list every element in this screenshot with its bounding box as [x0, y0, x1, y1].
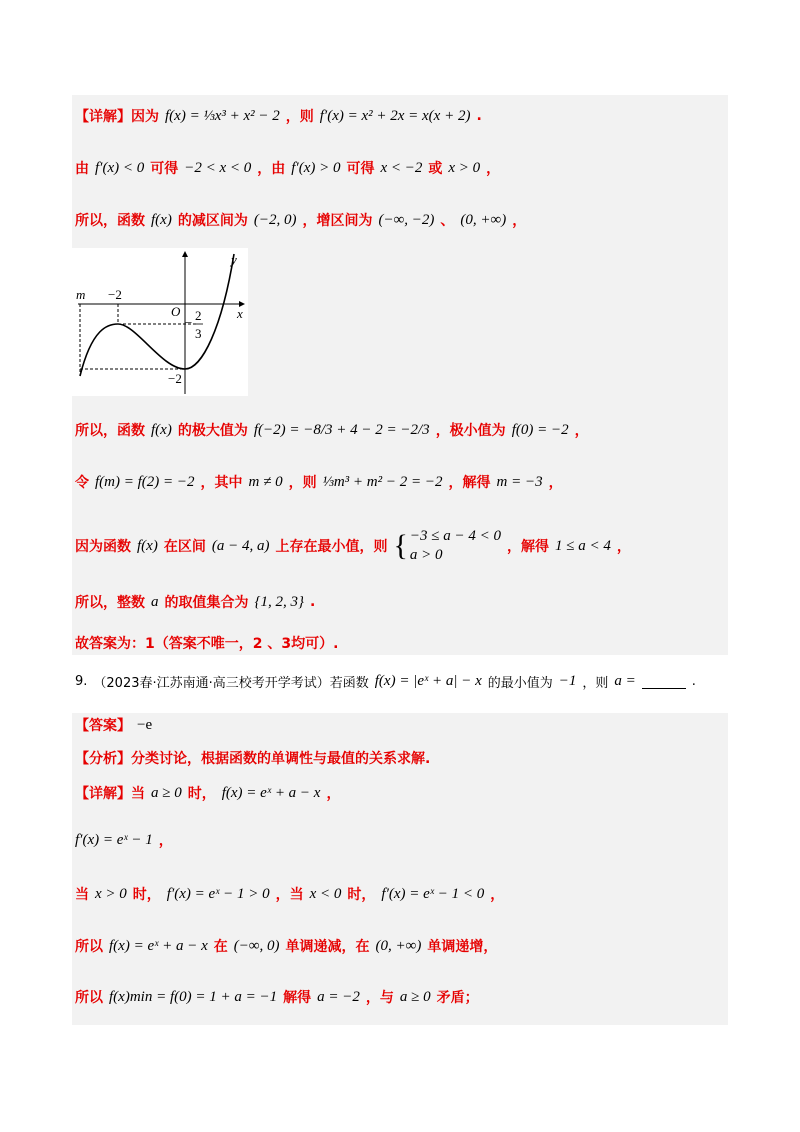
text: 上存在最小值，则 [275, 539, 388, 555]
text: 时， [187, 786, 216, 802]
function-graph [72, 248, 248, 396]
text: 所以，函数 [75, 213, 145, 229]
math: (0, +∞) [375, 937, 422, 954]
function-def: f(x) = ⅓x³ + x² − 2 [165, 107, 280, 124]
math: a > 0 [409, 547, 443, 563]
detail-line-5 [75, 987, 479, 1007]
math: m = −3 [496, 473, 543, 490]
text: 所以，整数 [75, 595, 145, 611]
math: x > 0 [448, 159, 481, 176]
math: f(0) = −2 [511, 421, 569, 438]
math: −2 < x < 0 [184, 159, 252, 176]
math: f(x)min = f(0) = 1 + a = −1 [109, 988, 278, 1005]
text: ，与 [365, 990, 394, 1006]
text: . [691, 674, 696, 689]
final-answer-line [75, 633, 338, 653]
text: 可得 [150, 161, 179, 177]
solution-line-2 [75, 158, 500, 178]
text: 故答案为：1（答案不唯一，2 、3均可）. [75, 636, 339, 652]
text: ，其中 [200, 475, 243, 491]
x-label: x [237, 306, 243, 321]
analysis-line [75, 748, 430, 768]
solution-line-3 [75, 210, 526, 230]
question-9 [75, 672, 696, 691]
text: 单调递减，在 [285, 939, 370, 955]
question-number: 9. [75, 674, 88, 689]
question-source: （2023春·江苏南通·高三校考开学考试）若函数 [93, 676, 369, 691]
text: ，则 [288, 475, 317, 491]
system-rows [410, 528, 501, 564]
neg2-x-label: −2 [108, 287, 122, 302]
solution-line-5 [75, 472, 563, 492]
text: 时， [132, 887, 161, 903]
detail-line-2 [75, 830, 173, 850]
text: ， [616, 539, 631, 555]
text: 所以 [75, 990, 103, 1006]
text: ， [574, 423, 589, 439]
math: ⅓m³ + m² − 2 = −2 [322, 473, 443, 490]
detail-label: 【详解】因为 [75, 109, 159, 125]
math: f(m) = f(2) = −2 [95, 473, 195, 490]
origin-label: O [171, 304, 181, 319]
text: . [310, 594, 316, 610]
text: 时， [347, 887, 376, 903]
text: 所以 [75, 939, 103, 955]
text: 所以，函数 [75, 423, 145, 439]
inequality-system [393, 528, 501, 564]
solution-line-1 [75, 106, 482, 126]
text: 的减区间为 [177, 213, 248, 229]
math: f(x) = |eˣ + a| − x [374, 673, 482, 689]
math: 1 ≤ a < 4 [554, 537, 611, 554]
math: −1 [558, 673, 577, 689]
math: (a − 4, a) [211, 537, 270, 554]
solution-line-6 [75, 528, 631, 564]
solution-line-7 [75, 592, 315, 612]
text: ， [486, 161, 501, 177]
text: ， [512, 213, 527, 229]
math: x < −2 [380, 159, 423, 176]
math: (−∞, 0) [233, 937, 280, 954]
text: ，则 [285, 109, 314, 125]
text: ， [490, 887, 505, 903]
math: f(x) [151, 421, 172, 438]
text: 在区间 [163, 539, 206, 555]
text: ， [158, 833, 173, 849]
math: (−∞, −2) [378, 211, 435, 228]
math: a = −2 [317, 988, 360, 1005]
text: ，增区间为 [302, 213, 373, 229]
text: 因为函数 [75, 539, 131, 555]
text: 矛盾； [436, 990, 479, 1006]
detail-line-1 [75, 783, 340, 803]
text: . [476, 108, 482, 124]
text: 单调递增， [427, 939, 498, 955]
detail-line-4 [75, 936, 497, 956]
text: ，解得 [448, 475, 491, 491]
derivative-def: f′(x) = x² + 2x = x(x + 2) [319, 107, 471, 124]
text: 解得 [283, 990, 312, 1006]
text: 的最小值为 [487, 676, 553, 691]
frac-num: 2 [195, 308, 202, 323]
math: a = [614, 673, 636, 689]
text: 由 [75, 161, 89, 177]
y-label: y [231, 252, 237, 267]
math: {1, 2, 3} [254, 593, 304, 610]
text: 当 [75, 887, 89, 903]
answer-line [75, 715, 152, 735]
answer-value: −e [137, 716, 153, 733]
math: −3 ≤ a − 4 < 0 [409, 528, 501, 544]
text: 【详解】当 [75, 786, 145, 802]
text: 可得 [346, 161, 375, 177]
m-label: m [76, 287, 86, 302]
answer-blank[interactable] [642, 674, 686, 689]
math: f(x) [137, 537, 158, 554]
brace: { [393, 529, 408, 562]
text: ，当 [275, 887, 304, 903]
text: 令 [75, 475, 89, 491]
text: 在 [213, 939, 228, 955]
math: f(x) = eˣ + a − x [109, 937, 208, 954]
math: f(x) [151, 211, 172, 228]
math: x > 0 [95, 885, 127, 902]
curve [80, 254, 234, 376]
math: f(−2) = −8/3 + 4 − 2 = −2/3 [253, 421, 430, 438]
math: (0, +∞) [460, 211, 507, 228]
math: f(x) = eˣ + a − x [221, 784, 321, 801]
math: f′(x) = eˣ − 1 > 0 [166, 885, 270, 902]
math: f′(x) < 0 [95, 159, 145, 176]
text: 的取值集合为 [164, 595, 249, 611]
solution-line-4 [75, 420, 589, 440]
text: ， [548, 475, 563, 491]
math: m ≠ 0 [248, 473, 283, 490]
text: ，则 [582, 676, 609, 691]
math: a [151, 593, 159, 610]
text: 、 [440, 213, 455, 229]
minus-sign: − [185, 315, 193, 330]
answer-label: 【答案】 [75, 718, 131, 734]
neg2-y-label: −2 [168, 371, 182, 386]
frac-den: 3 [195, 326, 202, 341]
math: a ≥ 0 [151, 784, 182, 801]
math: a ≥ 0 [399, 988, 431, 1005]
text: ，由 [257, 161, 286, 177]
math: f′(x) = eˣ − 1 < 0 [381, 885, 485, 902]
text: 的极大值为 [177, 423, 248, 439]
text: ， [326, 786, 341, 802]
math: f′(x) = eˣ − 1 [75, 831, 153, 848]
text: ，极小值为 [435, 423, 506, 439]
text: 或 [428, 161, 443, 177]
detail-line-3 [75, 884, 504, 904]
analysis-text: 【分析】分类讨论，根据函数的单调性与最值的关系求解. [75, 751, 431, 767]
math: f′(x) > 0 [291, 159, 341, 176]
text: ，解得 [506, 539, 549, 555]
math: x < 0 [309, 885, 342, 902]
math: (−2, 0) [253, 211, 297, 228]
